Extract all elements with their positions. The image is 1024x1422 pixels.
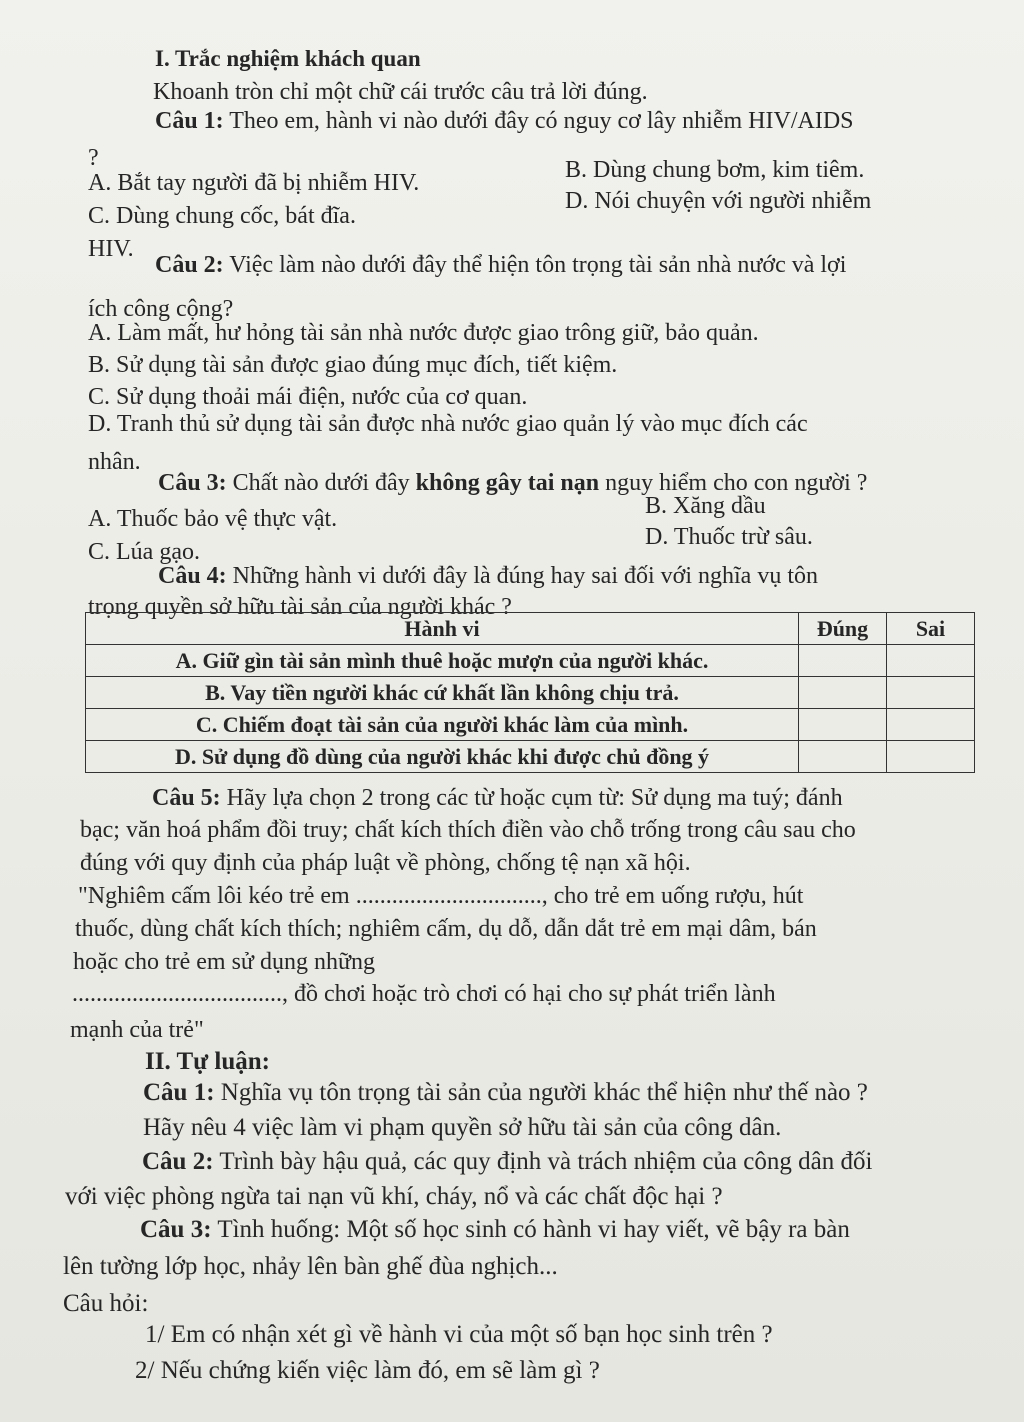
part2-heading: II. Tự luận: <box>145 1048 271 1075</box>
header-false: Sai <box>887 613 975 645</box>
q3-text-post: nguy hiểm cho con người ? <box>599 470 868 496</box>
true-answer-cell[interactable] <box>799 677 887 709</box>
part2-q3 <box>140 1215 850 1245</box>
q3-option-c: C. Lúa gạo. <box>88 539 200 565</box>
q2-stem <box>155 250 846 280</box>
q2-text: Việc làm nào dưới đây thể hiện tôn trọng tài sản nhà nước và lợi <box>223 252 847 278</box>
q5-quote-2: thuốc, dùng chất kích thích; nghiêm cấm, dụ dỗ, dẫn dắt trẻ em mại dâm, bán <box>75 916 817 942</box>
part2-sub2: 2/ Nếu chứng kiến việc làm đó, em sẽ làm gì ? <box>135 1357 600 1384</box>
true-answer-cell[interactable] <box>799 645 887 677</box>
q5-quote-3: hoặc cho trẻ em sử dụng những <box>73 949 375 975</box>
q1-option-c: C. Dùng chung cốc, bát đĩa. <box>88 203 356 229</box>
true-answer-cell[interactable] <box>799 709 887 741</box>
part2-q2-text: Trình bày hậu quả, các quy định và trách nhiệm của công dân đối <box>213 1148 873 1175</box>
table-row <box>86 741 975 773</box>
false-answer-cell[interactable] <box>887 645 975 677</box>
q2-option-b: B. Sử dụng tài sản được giao đúng mục đích, tiết kiệm. <box>88 352 618 378</box>
q1-option-d-cont: HIV. <box>88 236 134 262</box>
behavior-cell: A. Giữ gìn tài sản mình thuê hoặc mượn của người khác. <box>86 645 799 677</box>
part2-q1 <box>143 1078 868 1108</box>
q3-label: Câu 3: <box>158 470 227 496</box>
part2-q2 <box>142 1147 872 1177</box>
q1-text-cont: ? <box>88 145 99 171</box>
q1-option-a: A. Bắt tay người đã bị nhiễm HIV. <box>88 170 420 196</box>
part2-q3-label: Câu 3: <box>140 1216 212 1243</box>
false-answer-cell[interactable] <box>887 741 975 773</box>
q3-option-b: B. Xăng dầu <box>645 493 766 519</box>
q5-text-cont-2: đúng với quy định của pháp luật về phòng, chống tệ nạn xã hội. <box>80 850 691 876</box>
q3-text-pre: Chất nào dưới đây <box>226 470 416 496</box>
q2-option-d: D. Tranh thủ sử dụng tài sản được nhà nước giao quản lý vào mục đích các <box>88 411 808 437</box>
part2-q2-label: Câu 2: <box>142 1148 214 1175</box>
q1-stem <box>155 106 854 136</box>
behavior-cell: B. Vay tiền người khác cứ khất lần không chịu trả. <box>86 677 799 709</box>
header-true: Đúng <box>799 613 887 645</box>
part2-q1-text: Nghĩa vụ tôn trọng tài sản của người khác thể hiện như thế nào ? <box>214 1079 868 1106</box>
q4-text: Những hành vi dưới đây là đúng hay sai đối với nghĩa vụ tôn <box>226 563 818 589</box>
false-answer-cell[interactable] <box>887 709 975 741</box>
q1-label: Câu 1: <box>155 108 224 134</box>
part2-q1-label: Câu 1: <box>143 1079 215 1106</box>
part2-ask: Câu hỏi: <box>63 1290 149 1317</box>
table-row <box>86 709 975 741</box>
part2-q1-cont: Hãy nêu 4 việc làm vi phạm quyền sở hữu tài sản của công dân. <box>143 1114 782 1141</box>
part2-q3-cont: lên tường lớp học, nhảy lên bàn ghế đùa nghịch... <box>63 1253 558 1280</box>
q4-label: Câu 4: <box>158 563 227 589</box>
behavior-table <box>85 612 975 773</box>
q3-option-a: A. Thuốc bảo vệ thực vật. <box>88 506 338 532</box>
q5-text: Hãy lựa chọn 2 trong các từ hoặc cụm từ: Sử dụng ma tuý; đánh <box>220 785 843 811</box>
q2-option-a: A. Làm mất, hư hỏng tài sản nhà nước được giao trông giữ, bảo quản. <box>88 320 759 346</box>
true-answer-cell[interactable] <box>799 741 887 773</box>
part1-heading: I. Trắc nghiệm khách quan <box>155 46 421 71</box>
part2-q2-cont: với việc phòng ngừa tai nạn vũ khí, cháy, nổ và các chất độc hại ? <box>65 1183 723 1210</box>
q2-option-c: C. Sử dụng thoải mái điện, nước của cơ quan. <box>88 384 528 410</box>
q2-option-d-cont: nhân. <box>88 449 141 475</box>
q4-stem <box>158 561 818 591</box>
header-behavior: Hành vi <box>86 613 799 645</box>
behavior-cell: C. Chiếm đoạt tài sản của người khác làm của mình. <box>86 709 799 741</box>
q2-label: Câu 2: <box>155 252 224 278</box>
part1-instruction: Khoanh tròn chỉ một chữ cái trước câu trả lời đúng. <box>153 79 648 105</box>
q3-text-emphasis: không gây tai nạn <box>415 470 600 496</box>
q3-option-d: D. Thuốc trừ sâu. <box>645 524 813 550</box>
q5-quote-4: ..................................., đồ chơi hoặc trò chơi có hại cho sự phát triển lành <box>72 981 776 1007</box>
table-row <box>86 677 975 709</box>
q5-label: Câu 5: <box>152 785 221 811</box>
part2-q3-text: Tình huống: Một số học sinh có hành vi hay viết, vẽ bậy ra bàn <box>211 1216 850 1243</box>
q5-quote-1: "Nghiêm cấm lôi kéo trẻ em ..............................., cho trẻ em uống rượu, hút <box>78 883 804 909</box>
q1-text: Theo em, hành vi nào dưới đây có nguy cơ lây nhiễm HIV/AIDS <box>223 108 854 134</box>
behavior-cell: D. Sử dụng đồ dùng của người khác khi được chủ đồng ý <box>86 741 799 773</box>
q5-stem <box>152 783 843 813</box>
table-row <box>86 645 975 677</box>
q2-text-cont: ích công cộng? <box>88 296 234 322</box>
table-header-row <box>86 613 975 645</box>
q4-text-cont: trọng quyền sở hữu tài sản của người khác ? <box>88 594 512 620</box>
part2-sub1: 1/ Em có nhận xét gì về hành vi của một số bạn học sinh trên ? <box>145 1321 773 1348</box>
false-answer-cell[interactable] <box>887 677 975 709</box>
q1-option-d: D. Nói chuyện với người nhiễm <box>565 188 872 214</box>
q5-quote-5: mạnh của trẻ" <box>70 1017 204 1043</box>
q5-text-cont-1: bạc; văn hoá phẩm đồi truy; chất kích thích điền vào chỗ trống trong câu sau cho <box>80 817 856 843</box>
q1-option-b: B. Dùng chung bơm, kim tiêm. <box>565 157 865 183</box>
